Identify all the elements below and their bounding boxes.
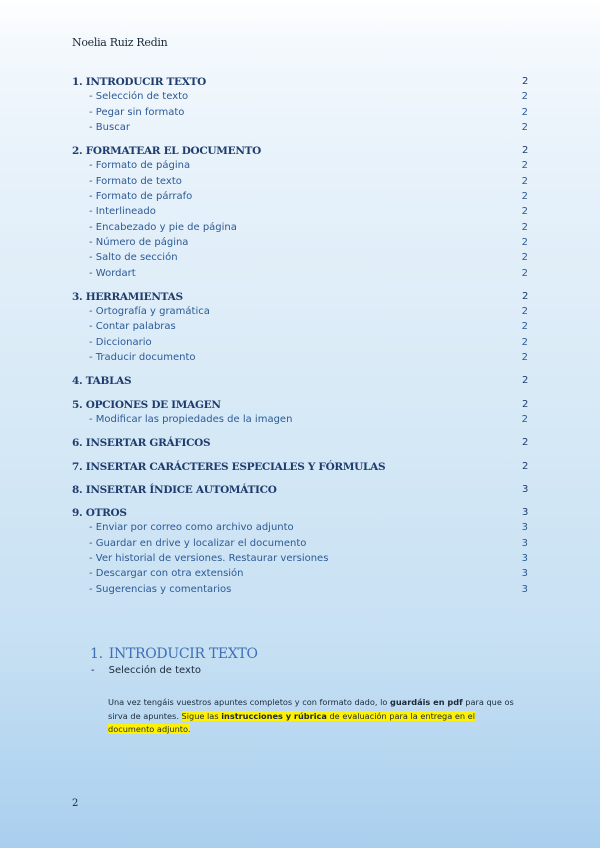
subheading	[91, 665, 530, 676]
toc-section-row[interactable]	[72, 399, 528, 414]
toc-item-row[interactable]	[72, 538, 528, 553]
toc-page-number: 2	[521, 145, 528, 157]
toc-section-row[interactable]	[72, 437, 528, 452]
toc-item-label: - Descargar con otra extensión	[89, 568, 244, 580]
toc-item-label: - Modificar las propiedades de la imagen	[89, 413, 293, 425]
toc-section-row[interactable]	[72, 507, 528, 522]
toc-page-number: 3	[521, 537, 528, 549]
body-paragraph	[108, 696, 520, 737]
toc-item-label: - Wordart	[89, 267, 136, 279]
toc-section-row[interactable]	[72, 461, 528, 476]
toc-item-row[interactable]	[72, 337, 528, 352]
toc-spacer	[72, 367, 528, 375]
toc-item-row[interactable]	[72, 321, 528, 336]
toc-page-number: 2	[521, 252, 528, 264]
toc-page-number: 2	[521, 121, 528, 133]
toc-page-number: 2	[521, 321, 528, 333]
toc-page-number: 3	[521, 583, 528, 595]
toc-item-label: - Selección de texto	[89, 91, 189, 103]
toc-item-label: - Guardar en drive y localizar el documento	[89, 537, 307, 549]
toc-section-title: 7. INSERTAR CARÁCTERES ESPECIALES Y FÓRMULAS	[72, 460, 386, 473]
toc-page-number: 2	[521, 160, 528, 172]
toc-item-label: - Interlineado	[89, 206, 156, 218]
subheading-text: Selección de texto	[108, 665, 201, 676]
toc-spacer	[72, 499, 528, 507]
toc-item-label: - Traducir documento	[89, 352, 196, 364]
toc-item-row[interactable]	[72, 122, 528, 137]
toc-section-title: 4. TABLAS	[72, 375, 132, 388]
toc-item-row[interactable]	[72, 191, 528, 206]
toc-section-title: 8. INSERTAR ÍNDICE AUTOMÁTICO	[72, 483, 277, 496]
toc-item-row[interactable]	[72, 222, 528, 237]
toc-item-label: - Buscar	[89, 121, 130, 133]
toc-item-row[interactable]	[72, 414, 528, 429]
toc-page-number: 3	[521, 507, 528, 519]
toc-section-title: 6. INSERTAR GRÁFICOS	[72, 437, 211, 450]
toc-item-label: - Ortografía y gramática	[89, 306, 210, 318]
toc-page-number: 3	[521, 522, 528, 534]
toc-page-number: 2	[521, 375, 528, 387]
toc-item-row[interactable]	[72, 91, 528, 106]
toc-item-row[interactable]	[72, 522, 528, 537]
toc-spacer	[72, 476, 528, 484]
footer-page-number: 2	[72, 798, 79, 809]
toc-section-title: 1. INTRODUCIR TEXTO	[72, 76, 206, 88]
toc-page-number: 2	[521, 76, 528, 87]
toc-section-row[interactable]	[72, 375, 528, 390]
toc-item-row[interactable]	[72, 107, 528, 122]
toc-page-number: 2	[521, 175, 528, 187]
para-bold-pdf: guardáis en pdf	[389, 697, 463, 707]
toc-page-number: 2	[521, 206, 528, 218]
para-highlight-2: de evaluación para la entrega en el documento adjunto.	[108, 710, 475, 734]
toc-page-number: 3	[521, 483, 528, 495]
toc-item-label: - Pegar sin formato	[89, 106, 185, 118]
toc-section-title: 5. OPCIONES DE IMAGEN	[72, 398, 221, 411]
toc-page-number: 3	[521, 553, 528, 565]
toc-item-label: - Sugerencias y comentarios	[89, 583, 232, 595]
toc-page-number: 2	[521, 336, 528, 348]
toc-item-row[interactable]	[72, 252, 528, 267]
para-highlight-1: Sigue las	[181, 710, 222, 721]
toc-page-number: 2	[521, 91, 528, 103]
toc-section-row[interactable]	[72, 484, 528, 499]
toc-section-title: 3. HERRAMIENTAS	[72, 290, 183, 303]
toc-item-label: - Formato de párrafo	[89, 191, 193, 203]
toc-item-row[interactable]	[72, 160, 528, 175]
toc-section-title: 9. OTROS	[72, 507, 127, 520]
section-number: 1.	[90, 646, 103, 662]
section-heading	[90, 646, 530, 662]
toc-item-label: - Ver historial de versiones. Restaurar versiones	[89, 553, 329, 565]
toc-page-number: 2	[521, 267, 528, 279]
toc-spacer	[72, 391, 528, 399]
toc-spacer	[72, 283, 528, 291]
toc-page-number: 2	[521, 398, 528, 410]
toc-item-label: - Diccionario	[89, 336, 152, 348]
toc-item-row[interactable]	[72, 568, 528, 583]
toc-page-number: 2	[521, 236, 528, 248]
toc-page-number: 2	[521, 306, 528, 318]
toc-item-label: - Contar palabras	[89, 321, 176, 333]
toc-page-number: 2	[521, 191, 528, 203]
toc-item-row[interactable]	[72, 206, 528, 221]
author-name: Noelia Ruiz Redin	[72, 36, 168, 49]
toc-item-label: - Formato de página	[89, 160, 191, 172]
toc-page-number: 2	[521, 290, 528, 302]
toc-page-number: 2	[521, 413, 528, 425]
toc-item-row[interactable]	[72, 306, 528, 321]
toc-page-number: 2	[521, 437, 528, 449]
toc-section-title: 2. FORMATEAR EL DOCUMENTO	[72, 145, 261, 158]
toc-item-row[interactable]	[72, 237, 528, 252]
toc-page-number: 2	[521, 352, 528, 364]
toc-page-number: 2	[521, 460, 528, 472]
toc-item-label: - Encabezado y pie de página	[89, 221, 237, 233]
section-title: INTRODUCIR TEXTO	[108, 646, 258, 662]
toc-page-number: 3	[521, 568, 528, 580]
toc-item-label: - Formato de texto	[89, 175, 182, 187]
toc-item-row[interactable]	[72, 352, 528, 367]
section-body	[90, 646, 530, 737]
toc-page-number: 2	[521, 221, 528, 233]
toc-item-row[interactable]	[72, 553, 528, 568]
toc-section-row[interactable]	[72, 76, 528, 91]
toc-section-row[interactable]	[72, 145, 528, 160]
para-text-1: Una vez tengáis vuestros apuntes completos y con formato dado, lo	[108, 697, 390, 707]
toc-item-label: - Salto de sección	[89, 252, 178, 264]
para-text-2: para que os sirva de apuntes.	[108, 697, 514, 721]
toc-item-row[interactable]	[72, 176, 528, 191]
toc-spacer	[72, 137, 528, 145]
table-of-contents	[72, 76, 528, 599]
toc-page-number: 2	[521, 106, 528, 118]
toc-section-row[interactable]	[72, 291, 528, 306]
toc-item-label: - Número de página	[89, 236, 189, 248]
toc-item-label: - Enviar por correo como archivo adjunto	[89, 522, 294, 534]
para-highlight-bold: instrucciones y rúbrica	[221, 710, 327, 721]
toc-item-row[interactable]	[72, 584, 528, 599]
toc-spacer	[72, 453, 528, 461]
toc-item-row[interactable]	[72, 268, 528, 283]
subheading-dash: -	[91, 665, 95, 676]
